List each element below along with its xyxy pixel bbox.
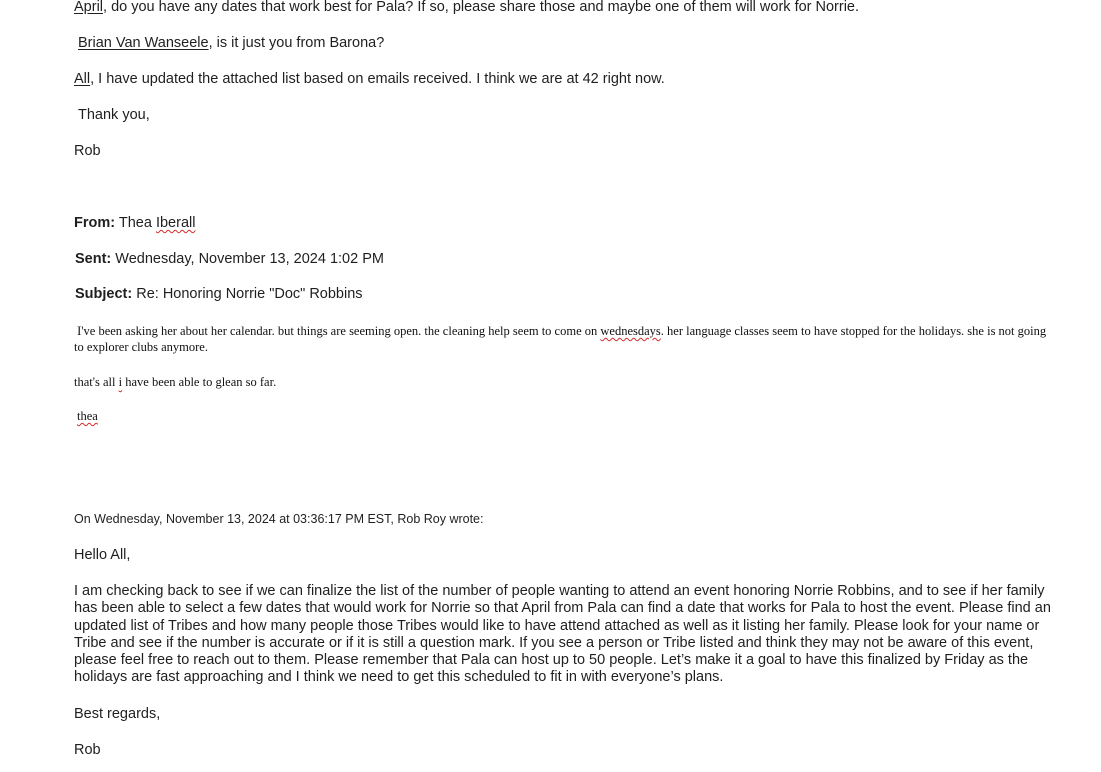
april-text: , do you have any dates that work best for Pala? If so, please share those and maybe one of them will work for Norrie.: [103, 0, 860, 15]
header-subject: [75, 286, 363, 303]
thea-signature: thea: [77, 409, 98, 423]
quoted-signature: Rob: [74, 742, 101, 758]
all-name: All: [74, 71, 91, 87]
spell-i: i: [118, 375, 123, 389]
spell-wednesdays: wednesdays: [600, 324, 661, 338]
brian-name: Brian Van Wanseele: [78, 35, 209, 51]
subject-value: Re: Honoring Norrie "Doc" Robbins: [136, 286, 363, 302]
sent-value: Wednesday, November 13, 2024 1:02 PM: [115, 251, 384, 267]
quoted-closing: Best regards,: [74, 706, 161, 722]
brian-text: , is it just you from Barona?: [208, 35, 385, 51]
reply-april-line: [74, 0, 859, 16]
subject-label: Subject:: [75, 286, 133, 302]
april-name: April: [74, 0, 104, 15]
all-text: , I have updated the attached list based on emails received. I think we are at 42 right now.: [90, 71, 665, 87]
quoted-greeting: Hello All,: [74, 547, 131, 563]
thea-paragraph-2: that's all i have been able to glean so far.: [74, 375, 277, 389]
from-label: From:: [74, 215, 116, 231]
quoted-attribution: On Wednesday, November 13, 2024 at 03:36:17 PM EST, Rob Roy wrote:: [74, 512, 484, 526]
sent-label: Sent:: [75, 251, 112, 267]
from-last: Iberall: [155, 215, 196, 231]
from-first: Thea: [118, 215, 156, 231]
header-from: [74, 215, 195, 232]
reply-all-line: [74, 71, 665, 88]
reply-signature: Rob: [74, 143, 101, 159]
quoted-body: I am checking back to see if we can finalize the list of the number of people wanting to attend an event honoring Norrie Robbins, and to see if her family has been able to select a few dates that would work for Norrie so that April from Pala can find a date that works for Pala to host the event. Please find an updated list of Tribes and how many people those Tribes would like to have attend attached as well as it listing her family. Please look for your name or Tribe and see if the number is accurate or if it is still a question mark. If you see a person or Tribe listed and think they may not be aware of this event, please feel free to reach out to them. Please remember that Pala can host up to 50 people. Let’s make it a goal to have this finalized by Friday as the holidays are fast approaching and I think we need to get this scheduled to fit in with everyone’s plans.: [74, 583, 1051, 686]
thea-paragraph-1: I've been asking her about her calendar. but things are seeming open. the cleaning help seem to come on wednesdays. her language classes seem to have stopped for the holidays. she is not going to explorer clubs anymore.: [74, 324, 1047, 354]
reply-thanks: Thank you,: [78, 107, 150, 123]
reply-brian-line: [78, 35, 384, 52]
header-sent: [75, 251, 384, 268]
